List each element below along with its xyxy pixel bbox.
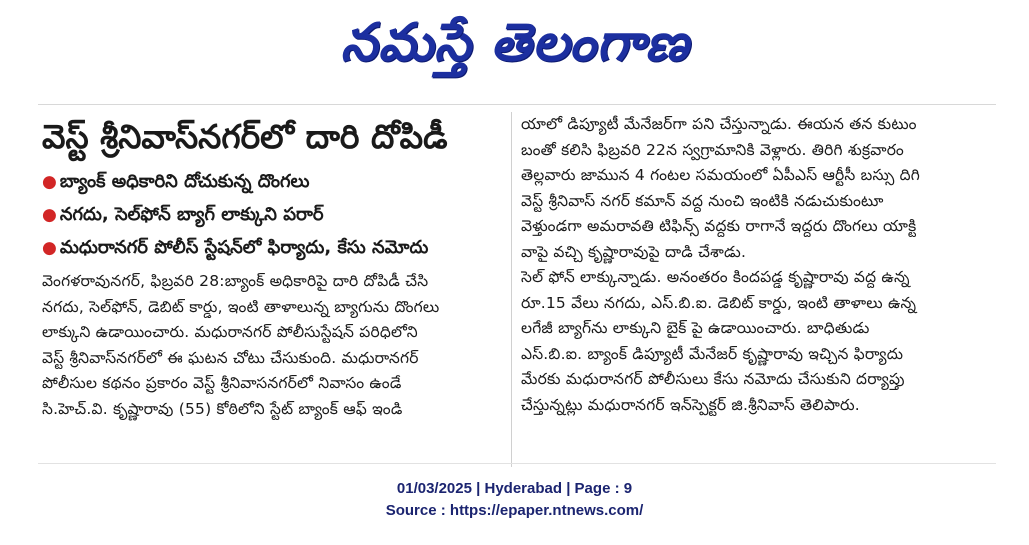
body-line: వెళ్తుండగా అమరావతి టిఫిన్స్ వద్దకు రాగానే ఇద్దరు దొంగలు యాక్టి (521, 217, 917, 235)
subheading-text: మధురానగర్ పోలీస్ స్టేషన్‌లో ఫిర్యాదు, కేసు నమోదు (59, 237, 429, 258)
body-line: తెల్లవారు జామున 4 గంటల సమయంలో ఏపీఎస్ ఆర్టీసీ బస్సు దిగి (521, 166, 921, 184)
article-right-column (521, 112, 991, 442)
body-line: వెంగళరావునగర్, ఫిబ్రవరి 28:బ్యాంక్ అధికారిపై దారి దోపిడీ చేసి (42, 272, 429, 290)
newspaper-masthead (0, 0, 1029, 95)
body-line: యాలో డిప్యూటీ మేనేజర్‌గా పని చేస్తున్నాడు. ఈయన తన కుటుం (521, 115, 917, 133)
article-left-column (42, 112, 507, 467)
top-rule (38, 104, 996, 105)
subheading-item (42, 166, 507, 199)
body-line: నగదు, సెల్‌ఫోన్, డెబిట్ కార్డు, ఇంటి తాళాలున్న బ్యాగును దొంగలు (42, 297, 440, 316)
body-line: బంతో కలిసి ఫిబ్రవరి 22న స్వగ్రామానికి వెళ్లారు. తిరిగి శుక్రవారం (521, 140, 904, 159)
subheading-list (42, 166, 507, 265)
body-line: వెస్ట్ శ్రీనివాస్‌నగర్‌లో ఈ ఘటన చోటు చేసుకుంది. మధురానగర్ (42, 348, 419, 367)
body-line: లగేజీ బ్యాగ్‌ను లాక్కుని బైక్ పై ఉడాయించారు. బాధితుడు (521, 319, 870, 337)
subheading-text: బ్యాంక్ అధికారిని దోచుకున్న దొంగలు (59, 171, 310, 192)
subheading-item (42, 199, 507, 232)
body-line: వాపై వచ్చి కృష్ణారావుపై దాడి చేశాడు. (521, 242, 747, 261)
body-line: రూ.15 వేలు నగదు, ఎస్.బి.ఐ. డెబిట్ కార్డు, ఇంటి తాళాలు ఉన్న (521, 293, 917, 312)
column-divider (511, 112, 512, 467)
article-body-right-paragraph-1 (521, 112, 991, 265)
bullet-dot-icon: ● (42, 172, 57, 192)
body-line: సి.హెచ్.వి. కృష్ణారావు (55) కోఠిలోని స్టేట్ బ్యాంక్ ఆఫ్ ఇండి (42, 399, 403, 418)
body-line: సెల్ ఫోన్ లాక్కున్నాడు. అనంతరం కిందపడ్డ కృష్ణారావు వద్ద ఉన్న (521, 268, 910, 286)
article-body-right-paragraph-2 (521, 265, 991, 418)
article-body-left (42, 269, 507, 422)
source-url: Source : https://epaper.ntnews.com/ (385, 502, 644, 519)
body-line: లాక్కుని ఉడాయించారు. మధురానగర్ పోలీసుస్టేషన్ పరిధిలోని (42, 323, 418, 341)
masthead-title: నమస్తే తెలంగాణ (340, 13, 690, 73)
body-line: చేస్తున్నట్లు మధురానగర్ ఇన్‌స్పెక్టర్ జి.శ్రీనివాస్ తెలిపారు. (521, 395, 860, 414)
body-line: ఎస్.బి.ఐ. బ్యాంక్ డిప్యూటీ మేనేజర్ కృష్ణారావు ఇచ్చిన ఫిర్యాదు (521, 344, 904, 363)
bullet-dot-icon: ● (42, 205, 57, 225)
body-line: మేరకు మధురానగర్ పోలీసులు కేసు నమోదు చేసుకుని దర్యాప్తు (521, 370, 905, 388)
bullet-dot-icon: ● (42, 238, 57, 258)
article-headline: వెస్ట్ శ్రీనివాస్‌నగర్‌లో దారి దోపిడీ (42, 117, 448, 156)
bottom-rule (38, 463, 996, 464)
edition-info: 01/03/2025 | Hyderabad | Page : 9 (396, 480, 633, 497)
source-footer (0, 478, 1029, 522)
subheading-text: నగదు, సెల్‌ఫోన్ బ్యాగ్ లాక్కుని పరార్ (59, 204, 324, 225)
subheading-item (42, 232, 507, 265)
body-line: పోలీసుల కథనం ప్రకారం వెస్ట్ శ్రీనివాసనగర్‌లో నివాసం ఉండే (42, 374, 402, 392)
body-line: వెస్ట్ శ్రీనివాస్ నగర్ కమాన్ వద్ద నుంచి ఇంటికి నడుచుకుంటూ (521, 191, 884, 210)
